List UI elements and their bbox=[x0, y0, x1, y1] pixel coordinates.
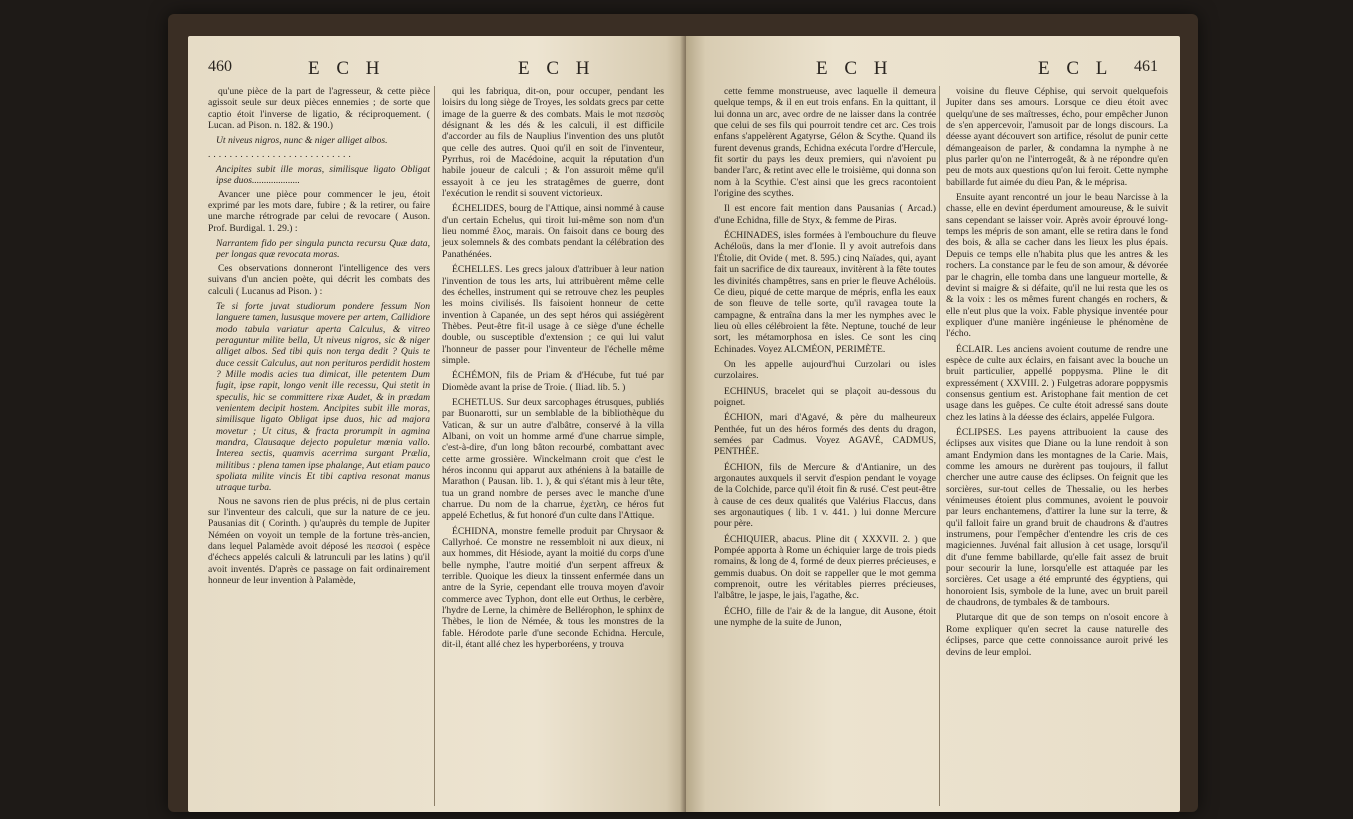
entry: ECHINUS, bracelet qui se plaçoit au-dessous du poignet. bbox=[714, 385, 936, 408]
paragraph: qui les fabriqua, dit-on, pour occuper, pendant les loisirs du long siège de Troyes, les soldats grecs par cette image de la guerre & des combats. Mais le mot πεσσὸς désignant & les dés & les calculi, il est difficile d'accorder au fils de Nauplius l'invention des uns plutôt que celle des autres. Quoi qu'il en soit de l'inventeur, Pyrrhus, roi de Macédoine, acquit la réputation d'un habile joueur de calculi ; & l'on assuroit même qu'il essayoit à ce jeu les stratagêmes de guerre, dont l'exécution le rendit si souvent victorieux. bbox=[442, 86, 664, 200]
entry: ÉCHION, fils de Mercure & d'Antianire, un des argonautes auxquels il servit d'espion pendant le voyage de la Colchide, parce qu'il étoit fin & rusé. C'est peut-être à cause de ces deux qualités que Valérius Flaccus, dans ses argonautiques ( lib. 1 v. 441. ) lui donne Mercure pour père. bbox=[714, 461, 936, 530]
running-head-right bbox=[686, 58, 1180, 84]
entry: ÉCHIQUIER, abacus. Pline dit ( XXXVII. 2. ) que Pompée apporta à Rome un échiquier large de trois pieds romains, & long de 4, formé de deux pierres précieuses, e gemmis duabus. On doit se rappeller que le mot gemma comprenoit, outre les véritables pierres précieuses, l'albâtre, le jaspe, le jais, l'agathe, &c. bbox=[714, 533, 936, 602]
text-column-1 bbox=[208, 86, 430, 590]
paragraph: Ensuite ayant rencontré un jour le beau Narcisse à la chasse, elle en devint éperdument amoureuse, & le suivit sans cependant se laisser voir. Après avoir éprouvé long-temps les mépris de son amant, elle se retira dans le fond des bois, & alla se cacher dans les lieux les plus épais. Depuis ce temps elle n'habita plus que les antres & les rochers. La constance par le feu de son amour, & dévorée par le chagrin, elle tomba dans une langueur mortelle, & devint si maigre & si défaite, qu'il ne lui resta que les os & la voix : les os mêmes furent changés en rochers, & elle n'eut plus que la voix. Fable physique inventée pour expliquer d'une manière ingénieuse le phénomène de l'écho. bbox=[946, 192, 1168, 340]
paragraph: qu'une pièce de la part de l'agresseur, & cette pièce agissoit seule sur deux pièces ennemies ; de sorte que captio étoit l'inverse de ligatio, & réciproquement. ( Lucan. ad Pison. n. 182. & 190.) bbox=[208, 86, 430, 132]
paragraph: voisine du fleuve Céphise, qui servoit quelquefois Jupiter dans ses amours. Lorsque ce dieu étoit avec quelqu'une de ses maîtresses, écho, pour empêcher Junon de s'en appercevoir, l'amusoit par de longs discours. La déesse ayant découvert son artifice, résolut de punir cette démangeaison de parler, & condamna la nymphe à ne plus parler qu'on ne l'interrogeât, & à ne répondre qu'en peu de mots aux questions qu'on lui feroit. Cette nymphe babillarde fut aimée du dieu Pan, & le méprisa. bbox=[946, 86, 1168, 188]
column-divider bbox=[434, 86, 435, 806]
verse: Te si forte juvat studiorum pondere fessum Non languere tamen, lususque movere per artem, Callidiore modo tabula variatur aperta Calculus, & vitreo peraguntur milite bella, Ut niveus nigros, sic & niger alliget albos. Sed tibi quis non terga dedit ? Quis te duce cessit Calculus, aut non perituros perdidit hostem ? Mille modis acies tua dimicat, ille petentem Dum fugit, ipse rapit, longo venit ille recessu, Qui stetit in speculis, hic se committere rixæ Audet, & in prædam venientem decipit hostem. Ancipites subit ille moras, similisque ligato Obligat ipse duos, hic ad majora movetur ; Ut citus, & fracta prorumpit in agmina mandra, Clausaque dejecto populetur mœnia vallo. Interea sectis, quamvis acerrima surgant Prælia, militibus : plena tamen ipse phalange, Aut etiam pauco spoliata milite vincis Et tibi captiva resonat manus utraque turba. bbox=[216, 300, 430, 494]
entry: ÉCHIDNA, monstre femelle produit par Chrysaor & Callyrhoé. Ce monstre ne ressembloit ni aux dieux, ni aux hommes, dit Hésiode, ayant la moitié du corps d'une belle nymphe, l'autre moitié d'un serpent affreux & terrible. Quoique les dieux la tinssent enfermée dans un antre de la Syrie, cependant elle trouva moyen d'avoir commerce avec Typhon, dont elle eut Orthus, le cerbère, l'hydre de Lerne, la chimère de Bellérophon, le sphinx de Thèbes, le lion de Némée, & tous les monstres de la fable. Hérodote parle d'une seconde Echidna. Hercule, dit-il, étant allé chez les hyperboréens, y trouva bbox=[442, 525, 664, 651]
headword: E C H bbox=[816, 58, 894, 79]
headword: E C H bbox=[308, 58, 386, 79]
text-column-1 bbox=[714, 86, 936, 632]
text-column-2 bbox=[946, 86, 1168, 662]
running-head-left bbox=[188, 58, 686, 84]
paragraph: On les appelle aujourd'hui Curzolari ou isles curzolaires. bbox=[714, 358, 936, 382]
entry: ÉCHÉMON, fils de Priam & d'Hécube, fut tué par Diomède avant la prise de Troie. ( Iliad. lib. 5. ) bbox=[442, 370, 664, 393]
left-page bbox=[188, 36, 686, 812]
entry: ÉCHELIDES, bourg de l'Attique, ainsi nommé à cause d'un certain Echelus, qui tiroit lui-même son nom d'un lieu nommé ἕλος, marais. On faisoit dans ce bourg des jeux solemnels & des combats pendant la célébration des Panathénées. bbox=[442, 203, 664, 260]
entry: ÉCLAIR. Les anciens avoient coutume de rendre une espèce de culte aux éclairs, en faisant avec la bouche un bruit particulier, appellé poppysma. Pline le dit expressément ( XXVIII. 2. ) Fulgetras adorare poppysmis consensus gentium est. Aristophane fait mention de cet usage dans les guêpes. Ce culte étoit adressé sans doute chez les latins à la déesse des éclairs, appelée Fulgora. bbox=[946, 343, 1168, 423]
text-column-2 bbox=[442, 86, 664, 655]
verse: Ancipites subit ille moras, similisque ligato Obligat ipse duos.................... bbox=[216, 164, 430, 187]
paragraph: Ces observations donneront l'intelligence des vers suivans d'un ancien poète, qui décrit les combats des calculi ( Lucanus ad Pison. ) : bbox=[208, 262, 430, 297]
right-page bbox=[686, 36, 1180, 812]
page-number: 460 bbox=[208, 58, 232, 75]
entry: ÉCHELLES. Les grecs jaloux d'attribuer à leur nation l'invention de tous les arts, lui attribuèrent même celle des échelles, instrument qui se retrouve chez les peuples les moins civilisés. Ils faisoient honneur de cette invention à Capanée, un des sept héros qui assiégèrent Thèbes. Peut-être fit-il usage à ce siège d'une échelle double, ou susceptible d'extension ; ce qui lui valut l'honneur de passer pour l'inventeur de l'échelle même simple. bbox=[442, 264, 664, 366]
paragraph: Avancer une pièce pour commencer le jeu, étoit exprimé par les mots dare, fubire ; & la retirer, ou faire une marche rétrograde par celui de revocare ( Auson. Prof. Burdigal. 1. 29.) : bbox=[208, 188, 430, 234]
paragraph: cette femme monstrueuse, avec laquelle il demeura quelque temps, & il en eut trois enfans. En la quittant, il lui donna un arc, avec ordre de ne laisser dans la contrée que celui de ses fils qui pourroit tendre cet arc. Ces trois enfans s'appelèrent Agatyrse, Gélon & Scythe. Quand ils furent devenus grands, Echidna exécuta l'ordre d'Hercule, fit sortir du pays les deux premiers, qui n'avoient pu bander l'arc, & retint avec elle le troisième, qui donna son nom à la Scythie. C'est ainsi que les grecs racontoient l'origine des scythes. bbox=[714, 86, 936, 200]
paragraph: Nous ne savons rien de plus précis, ni de plus certain sur l'inventeur des calculi, que sur la nature de ce jeu. Pausanias dit ( Corinth. ) qu'auprès du temple de Jupiter Néméen on voyoit un temple de la fortune très-ancien, dans lequel Palamède avoit déposé les πεσσοὶ ( espèce d'échecs appelés calculi & latrunculi par les latins ) qu'il avoit inventés. D'après ce passage on fait ordinairement honneur de leur invention à Palamède, bbox=[208, 495, 430, 587]
paragraph: Plutarque dit que de son temps on n'osoit encore à Rome expliquer qu'en secret la cause naturelle des éclipses, parce que cette connoissance auroit privé les devins de leur emploi. bbox=[946, 612, 1168, 658]
paragraph: Il est encore fait mention dans Pausanias ( Arcad.) d'une Echidna, fille de Styx, & femme de Piras. bbox=[714, 203, 936, 226]
entry: ÉCHO, fille de l'air & de la langue, dit Ausone, étoit une nymphe de la suite de Junon, bbox=[714, 605, 936, 629]
ellipsis-line: ........................... bbox=[208, 148, 354, 160]
verse: Narrantem fido per singula puncta recursu Quæ data, per longas quæ revocata moras. bbox=[216, 238, 430, 261]
entry: ÉCLIPSES. Les payens attribuoient la cause des éclipses aux visites que Diane ou la lune rendoit à son amant Endymion dans les montagnes de la Carie. Mais, comme les amours ne durèrent pas toujours, il fallut chercher une autre cause des éclipses. On feignit que les sorcières, sur-tout celles de Thessalie, ou les herbes vénimeuses étoient plus communes, avoient le pouvoir par leurs enchantemens, d'attirer la lune sur la terre, & qu'il falloit faire un grand bruit de chaudrons & d'autres instrumens, pour l'empêcher d'entendre les cris de ces magiciennes. Juvénal fait allusion à cet usage, lorsqu'il dit d'une femme babillarde, qu'elle fait assez de bruit pour secourir la lune, lorsqu'elle est attaquée par les sorcières. Cet usage a été emprunté des égyptiens, qui honoroient Isis, symbole de la lune, avec un bruit pareil de chaudrons, de tymbales & de tambours. bbox=[946, 426, 1168, 609]
entry: ÉCHINADES, isles formées à l'embouchure du fleuve Achéloüs, dans la mer d'Ionie. Il y avoit autrefois dans l'Étolie, dit Ovide ( met. 8. 595.) cinq Naïades, qui, ayant fait un sacrifice de dix taureaux, invitèrent à la fête toutes les divinités champêtres, sans en prier le fleuve Achéloüs. Ce dieu, piqué de cette marque de mépris, enfla les eaux de son fleuve de telle sorte, qu'il ravagea toute la campagne, & entraîna dans la mer les nymphes avec le lieu où elles célébroient la fête. Neptune, touché de leur sort, les métamorphosa en isles. Ce sont les cinq Echinades. Voyez ALCMÉON, PERIMÈTE. bbox=[714, 230, 936, 355]
headword: E C H bbox=[518, 58, 596, 79]
entry: ÉCHION, mari d'Agavé, & père du malheureux Penthée, fut un des héros formés des dents du dragon, semées par Cadmus. Voyez AGAVÉ, CADMUS, PENTHÉE. bbox=[714, 412, 936, 458]
headword: E C L bbox=[1038, 58, 1114, 79]
verse: Ut niveus nigros, nunc & niger alliget albos. bbox=[216, 135, 388, 147]
page-number: 461 bbox=[1134, 58, 1158, 75]
entry: ECHETLUS. Sur deux sarcophages étrusques, publiés par Buonarotti, sur un semblable de la bibliothèque du Vatican, & sur un autre d'albâtre, conservé à la villa Albani, on voit un homme armé d'une charrue simple, c'est-à-dire, d'un long bâton recourbé, combattant avec cette arme grossière. Winckelmann croit que c'est le héros inconnu qui apparut aux athéniens à la bataille de Marathon ( Pausan. lib. 1. ), & qui s'étant mis à leur tête, tua un grand nombre de perses avec le manche d'une charrue. Du nom de la charrue, ἐχετλη, ce héros fut appelé Echetlus, & fut honoré d'un culte dans l'Attique. bbox=[442, 396, 664, 522]
column-divider bbox=[939, 86, 940, 806]
